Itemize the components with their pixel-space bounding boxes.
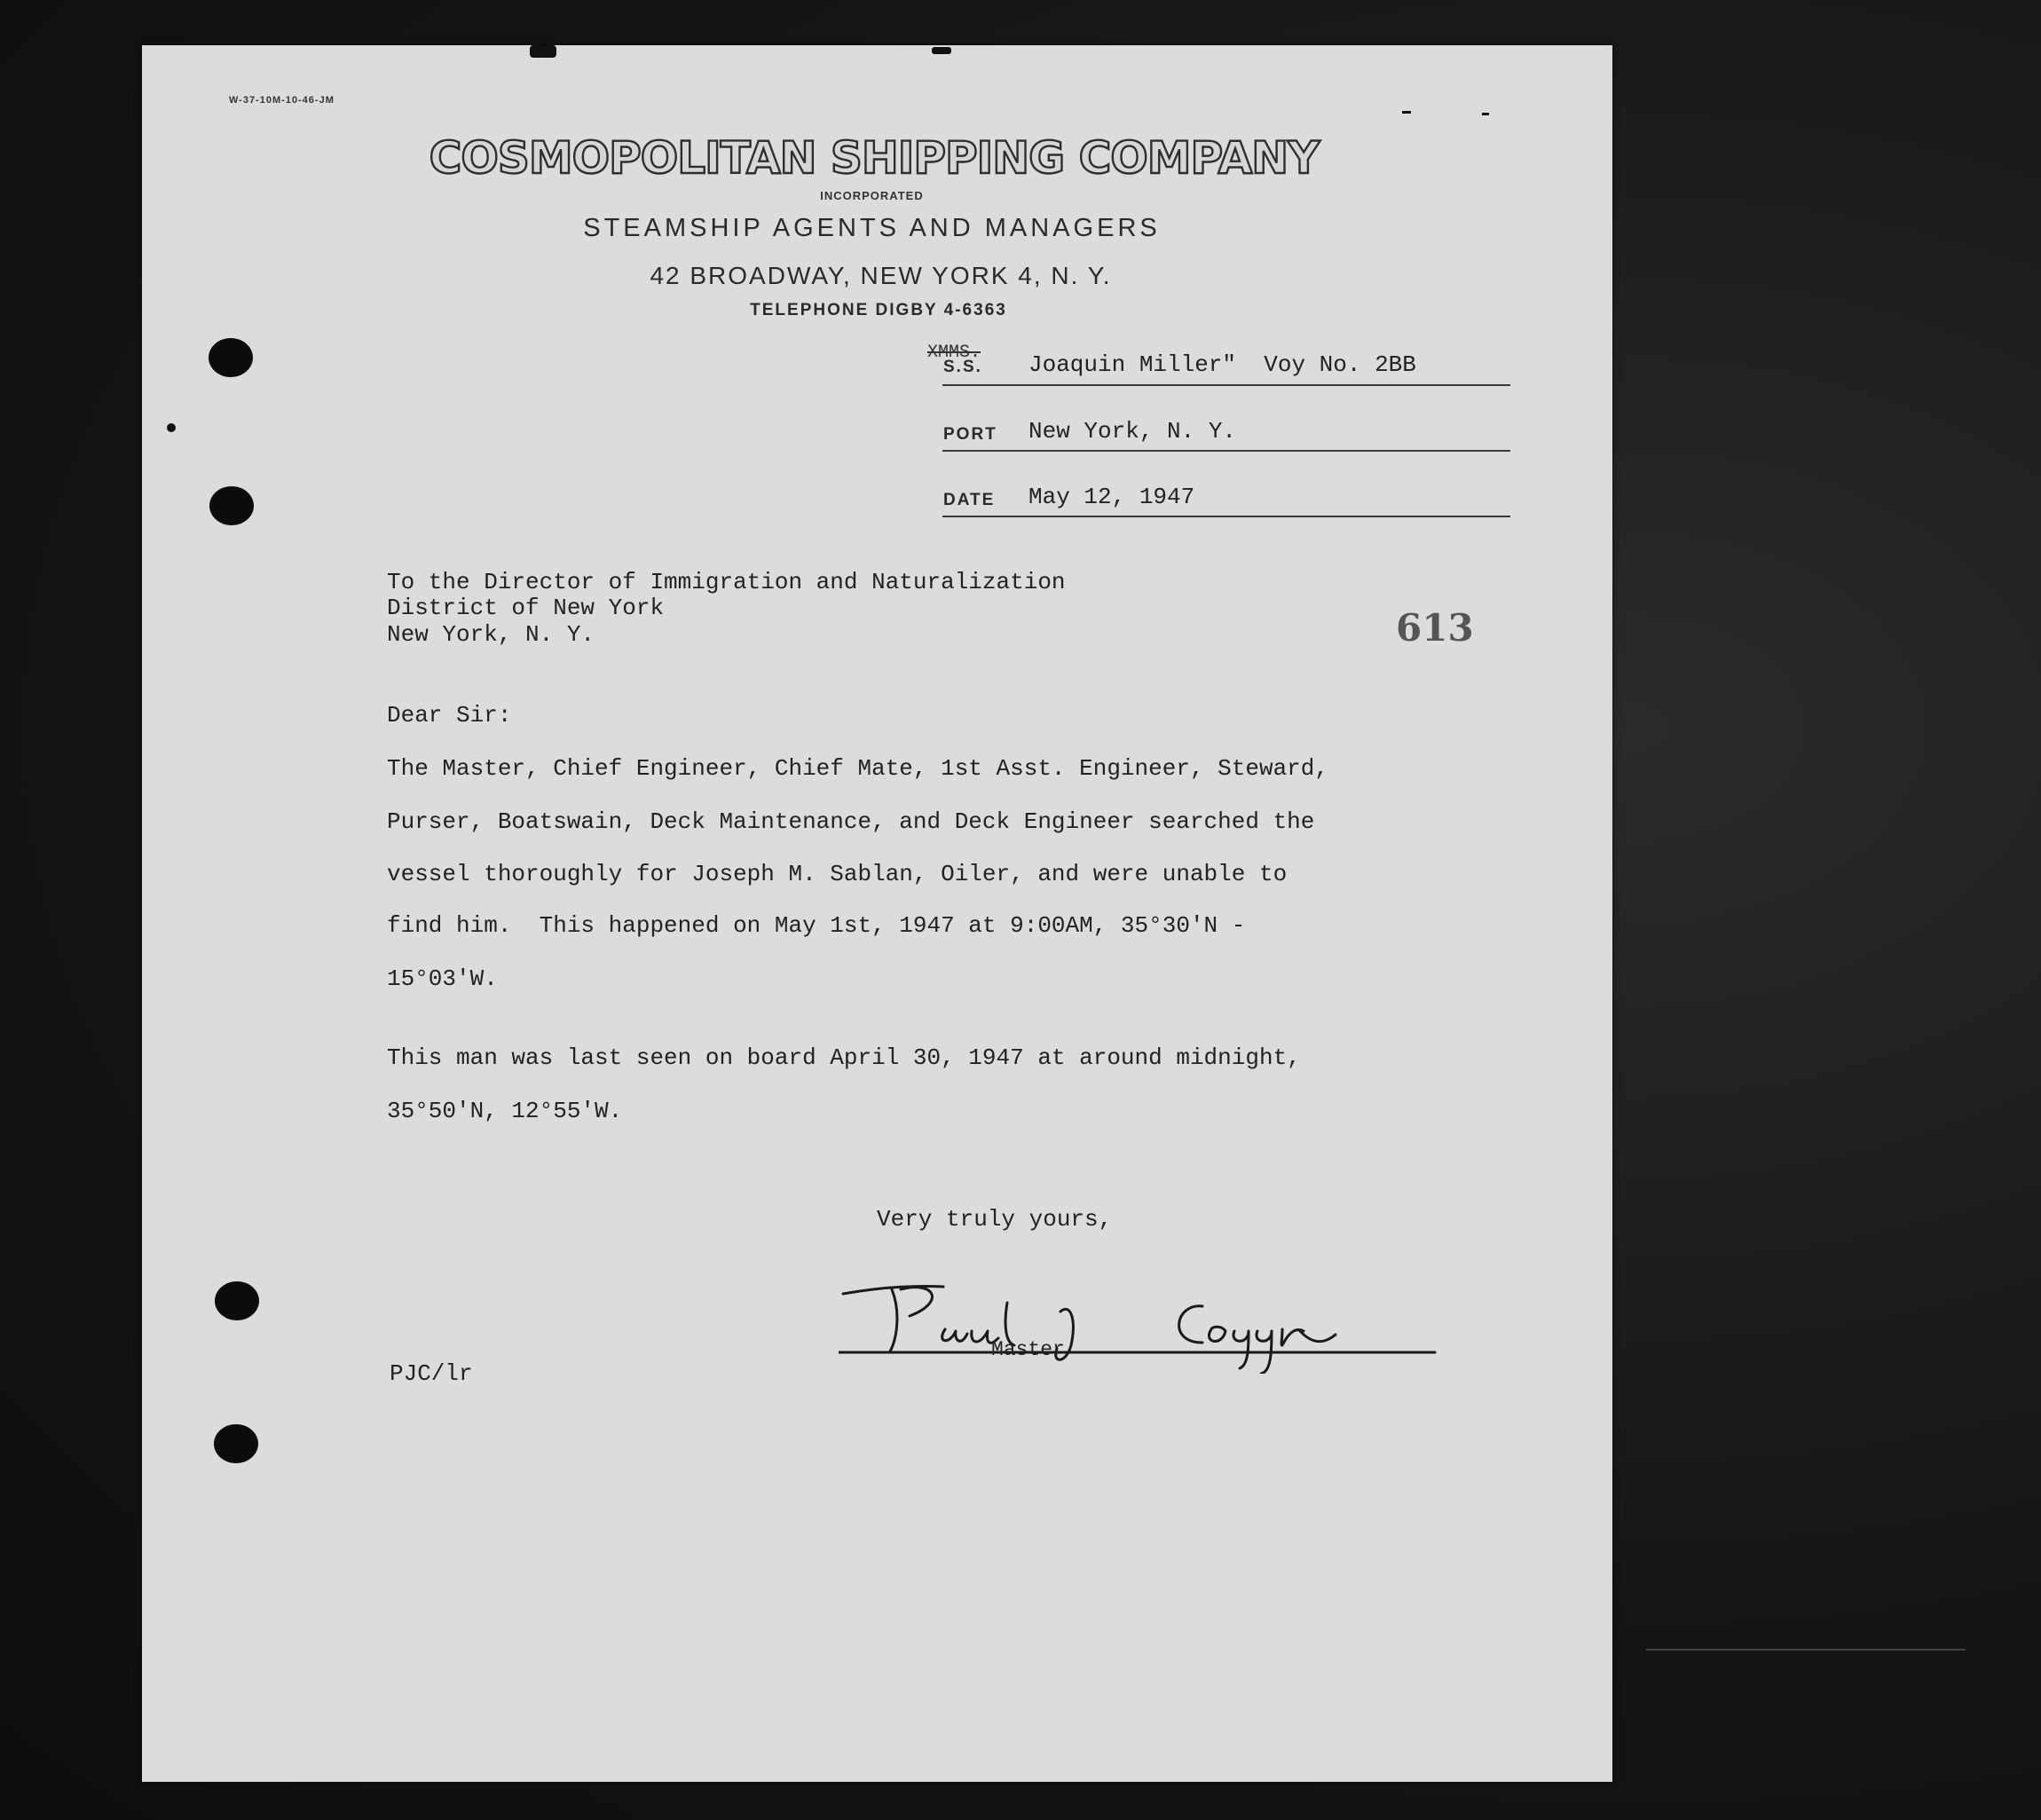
punch-hole xyxy=(214,1424,258,1463)
paragraph1-line-3: vessel thoroughly for Joseph M. Sablan, Oiler, and were unable to xyxy=(387,861,1288,887)
form-code: W-37-10M-10-46-JM xyxy=(229,95,335,106)
closing: Very truly yours, xyxy=(877,1206,1113,1233)
scan-speck xyxy=(530,45,556,58)
letter-page xyxy=(142,45,1612,1782)
ss-label: S.S. xyxy=(943,358,982,376)
date-label: DATE xyxy=(943,491,996,509)
scan-speck xyxy=(117,279,142,288)
paragraph1-line-5: 15°03'W. xyxy=(387,965,498,992)
company-phone: TELEPHONE DIGBY 4-6363 xyxy=(750,301,1007,319)
date-underline xyxy=(942,516,1510,517)
scan-artifact-line xyxy=(1646,1649,1966,1651)
paragraph2-line-2: 35°50'N, 12°55'W. xyxy=(387,1098,623,1124)
date-value: May 12, 1947 xyxy=(1028,484,1195,510)
ss-value: Joaquin Miller" Voy No. 2BB xyxy=(1028,351,1416,378)
page-number: 613 xyxy=(1396,606,1474,650)
signature xyxy=(839,1276,1442,1374)
port-label: PORT xyxy=(943,425,997,444)
salutation: Dear Sir: xyxy=(387,702,512,729)
signer-title: Master xyxy=(991,1338,1065,1361)
punch-hole xyxy=(209,486,254,525)
company-subtitle: STEAMSHIP AGENTS AND MANAGERS xyxy=(583,214,1161,242)
scan-speck xyxy=(1402,111,1411,114)
scan-speck xyxy=(932,47,951,54)
struck-prefix: XMMS. xyxy=(927,343,981,363)
paragraph2-line-1: This man was last seen on board April 30, 1947 at around midnight, xyxy=(387,1044,1301,1071)
addressee-line-2: District of New York xyxy=(387,595,665,621)
initials: PJC/lr xyxy=(390,1360,473,1387)
punch-hole xyxy=(209,338,253,377)
port-underline xyxy=(942,450,1510,452)
addressee-line-1: To the Director of Immigration and Naturalization xyxy=(387,569,1066,595)
scan-speck xyxy=(167,423,176,432)
paragraph1-line-4: find him. This happened on May 1st, 1947 at 9:00AM, 35°30'N - xyxy=(387,912,1246,939)
company-address: 42 BROADWAY, NEW YORK 4, N. Y. xyxy=(650,262,1112,289)
company-name: COSMOPOLITAN SHIPPING COMPANY xyxy=(429,132,1320,184)
scan-speck xyxy=(1482,113,1489,115)
incorporated-label: INCORPORATED xyxy=(820,189,924,202)
paragraph1-line-1: The Master, Chief Engineer, Chief Mate, 1st Asst. Engineer, Steward, xyxy=(387,755,1328,782)
punch-hole xyxy=(215,1281,259,1320)
ss-underline xyxy=(942,384,1510,386)
paragraph1-line-2: Purser, Boatswain, Deck Maintenance, and Deck Engineer searched the xyxy=(387,808,1315,835)
addressee-line-3: New York, N. Y. xyxy=(387,621,595,648)
port-value: New York, N. Y. xyxy=(1028,418,1237,445)
